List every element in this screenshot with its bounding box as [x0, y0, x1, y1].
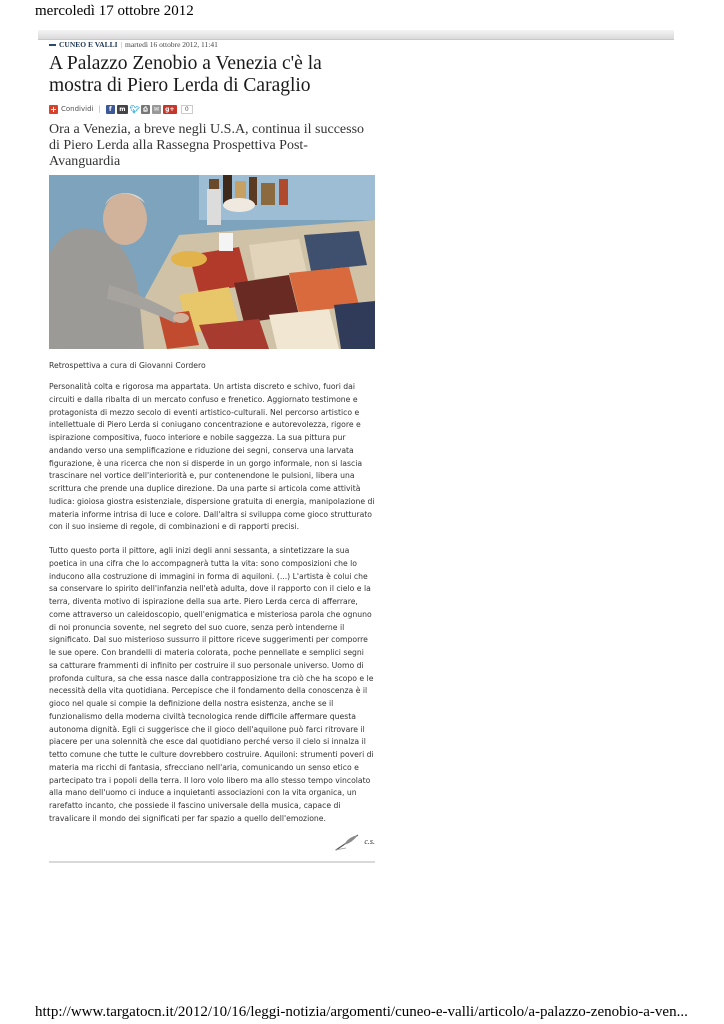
- body-paragraph: Personalità colta e rigorosa ma appartata. Un artista discreto e schivo, fuori dai circuiti e dalla ribalta di un mercato confuso e frenetico. Aggiornato testimone e protagonista di mezzo secolo di eventi artistico-culturali. Nel percorso artistico e intellettuale di Piero Lerda si coniugano concentrazione e autorevolezza, rigore e ispirazione compositiva, fuoco interiore e nobile saggezza. La sua pittura pur andando verso una semplificazione e riduzione dei segni, conserva una larvata figurazione, è una ricerca che non si disperde in un gorgo informale, non si lascia trascinare nel vortice dell'interiorità e, pur contenendone le pulsioni, libera una scrittura che prende una duplice direzione. Da una parte si articola come attività ludica: gioiosa giostra esistenziale, dispersione gratuita di energia, manipolazione di materia informe intrisa di luce e colore. Dall'altra si sviluppa come gioco strutturato con il suo insieme di regole, di combinazioni e di rapporti precisi.: [49, 382, 375, 532]
- article-title: A Palazzo Zenobio a Venezia c'è la mostra di Piero Lerda di Caraglio: [49, 53, 322, 96]
- article-end-divider: [49, 861, 375, 863]
- share-plus-icon[interactable]: +: [50, 104, 57, 114]
- photo-caption: Retrospettiva a cura di Giovanni Cordero: [49, 361, 206, 370]
- signature-initials: c.s.: [364, 837, 375, 846]
- twitter-icon[interactable]: 🐦︎: [129, 104, 140, 114]
- page-header-strip: [38, 30, 674, 40]
- share-bar: [49, 103, 375, 115]
- share-count: 0: [181, 105, 193, 114]
- google-plus-icon[interactable]: g+: [163, 105, 177, 114]
- email-icon[interactable]: ✉: [153, 105, 159, 113]
- category-link[interactable]: CUNEO E VALLI: [59, 40, 118, 49]
- article-subtitle: Ora a Venezia, a breve negli U.S.A, continua il successo di Piero Lerda alla Rassegna Prospettiva Post-Avanguardia: [49, 122, 365, 169]
- print-icon[interactable]: ⎙: [141, 105, 150, 114]
- article-photo: [49, 175, 375, 349]
- meta-separator: |: [120, 40, 123, 49]
- artist-at-work-image: [49, 175, 375, 349]
- facebook-icon[interactable]: f: [106, 105, 115, 114]
- myspace-icon[interactable]: m: [117, 105, 128, 114]
- article-meta: [49, 40, 375, 50]
- print-footer-url: http://www.targatocn.it/2012/10/16/leggi-notizia/argomenti/cuneo-e-valli/articolo/a-palazzo-zenobio-a-ven...: [35, 1004, 688, 1020]
- share-separator: |: [98, 105, 101, 113]
- category-dash-icon: [49, 44, 56, 46]
- body-paragraph: Tutto questo porta il pittore, agli inizi degli anni sessanta, a sintetizzare la sua poetica in una cifra che lo accompagnerà tutta la vita: sono composizioni che lo inducono alla costruzione di immagini in forma di aquiloni. (...) L'artista è colui che sa conservare lo spirito dell'infanzia nell'età adulta, dove il rapporto con il cielo e la terra, diventa motivo di ispirazione della sua arte. Piero Lerda cerca di afferrare, come attraverso un caleidoscopio, quell'enigmatica e misteriosa parola che ognuno di noi pronuncia sovente, nel segreto del suo cuore, senza però intenderne il significato. Dal suo misterioso sussurro il pittore riceve suggerimenti per comporre le sue opere. Con brandelli di materia colorata, poche pennellate e semplici segni sa catturare frammenti di infinito per costruire il suo personale universo. Uomo di profonda cultura, sa che essa nasce dalla contrapposizione tra ciò che ha scopo e le necessità della vita quotidiana. Percepisce che il fondamento della conoscenza è il gioco nel quale si compie la definizione della nostra esistenza, anche se il funzionalismo della moderna civiltà tecnologica rende difficile affermare questa autonoma dignità. Egli ci suggerisce che il gioco dell'aquilone può farci ritrovare il piacere per una solennità che esce dal quotidiano perché verso il cielo si innalza il tetto comune che tutte le culture dovrebbero costruire. Aquiloni: strumenti poveri di materia ma ricchi di fantasia, sfrecciano nell'aria, comunicando un senso etico e partecipato tra i popoli della terra. Il loro volo libero ma allo stesso tempo vincolato alla mano dell'uomo ci induce a inquietanti associazioni con la vita organica, un rarefatto incanto, che possiede il fascino universale della musica, capace di travalicare il mondo dei significati per far spazio a quello dell'emozione.: [49, 546, 374, 823]
- article-signature: [49, 832, 375, 852]
- print-header-date: mercoledì 17 ottobre 2012: [35, 3, 194, 19]
- article-date: martedì 16 ottobre 2012, 11:41: [125, 40, 218, 49]
- quill-pen-icon: [334, 833, 360, 851]
- article: [49, 40, 375, 863]
- article-body: [49, 381, 375, 826]
- share-button[interactable]: Condividi: [61, 105, 94, 113]
